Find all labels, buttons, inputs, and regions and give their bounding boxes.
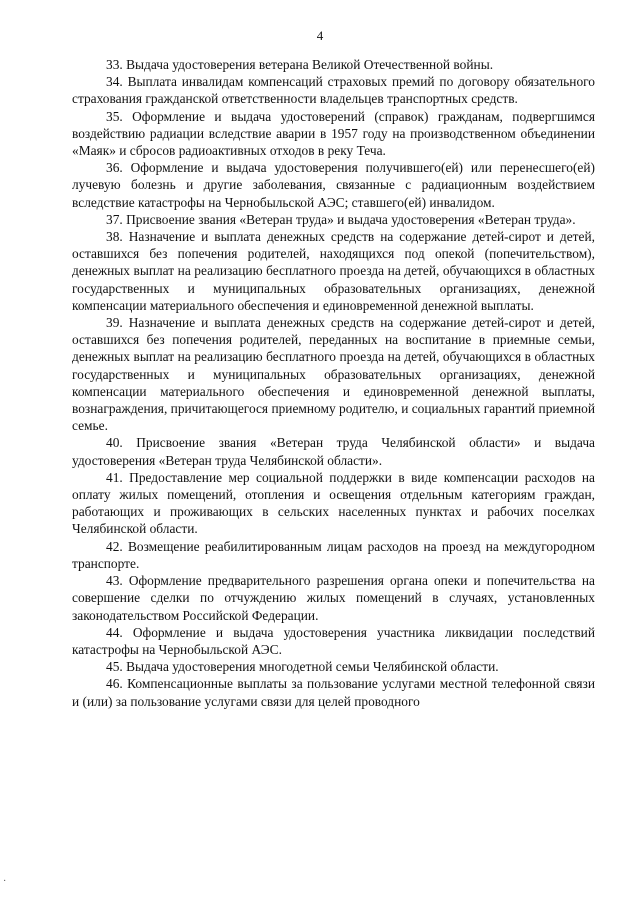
scan-margin-mark: · (3, 876, 7, 887)
list-item-46: 46. Компенсационные выплаты за пользование услугами местной телефонной связи и (или) за пользование услугами связи для целей проводного (72, 676, 595, 709)
document-body (72, 56, 595, 710)
list-item-39: 39. Назначение и выплата денежных средств на содержание детей-сирот и детей, оставшихся без попечения родителей, переданных на воспитание в приемные семьи, денежных выплат на реализацию бесплатного проезда на детей, обучающихся в областных государственных и муниципальных образовательных организациях, денежной компенсации материального обеспечения и единовременной денежной выплаты, вознаграждения, причитающегося приемному родителю, и социальных гарантий приемной семье. (72, 315, 595, 434)
list-item-45: 45. Выдача удостоверения многодетной семьи Челябинской области. (106, 659, 499, 675)
list-item-37: 37. Присвоение звания «Ветеран труда» и выдача удостоверения «Ветеран труда». (106, 211, 576, 227)
list-item-35: 35. Оформление и выдача удостоверений (справок) гражданам, подвергшимся воздействию радиации вследствие аварии в 1957 году на производственном объединении «Маяк» и сбросов радиоактивных отходов в реку Теча. (72, 108, 595, 159)
list-item-34: 34. Выплата инвалидам компенсаций страховых премий по договору обязательного страхования гражданской ответственности владельцев транспортных средств. (72, 74, 595, 107)
list-item-38: 38. Назначение и выплата денежных средств на содержание детей-сирот и детей, оставшихся без попечения родителей, находящихся под опекой (попечительством), денежных выплат на реализацию бесплатного проезда на детей, обучающихся в областных государственных и муниципальных образовательных организациях, денежной компенсации материального обеспечения и единовременной денежной выплаты. (72, 229, 595, 313)
list-item-40: 40. Присвоение звания «Ветеран труда Челябинской области» и выдача удостоверения «Ветеран труда Челябинской области». (72, 435, 595, 468)
list-item-43: 43. Оформление предварительного разрешения органа опеки и попечительства на совершение сделки по отчуждению жилых помещений в случаях, установленных законодательством Российской Федерации. (72, 573, 595, 623)
list-item-44: 44. Оформление и выдача удостоверения участника ликвидации последствий катастрофы на Чернобыльской АЭС. (72, 624, 595, 657)
page-number: 4 (316, 28, 324, 43)
list-item-42: 42. Возмещение реабилитированным лицам расходов на проезд на междугородном транспорте. (72, 538, 595, 571)
list-item-41: 41. Предоставление мер социальной поддержки в виде компенсации расходов на оплату жилых помещений, отопления и освещения отдельным категориям граждан, работающих и проживающих в сельских населенных пунктах и рабочих поселках Челябинской области. (72, 469, 595, 537)
list-item-33: 33. Выдача удостоверения ветерана Великой Отечественной войны. (106, 57, 494, 72)
list-item-36: 36. Оформление и выдача удостоверения получившего(ей) или перенесшего(ей) лучевую болезнь и другие заболевания, связанные с радиационным воздействием вследствие катастрофы на Чернобыльской АЭС; ставшего(ей) инвалидом. (72, 160, 595, 210)
